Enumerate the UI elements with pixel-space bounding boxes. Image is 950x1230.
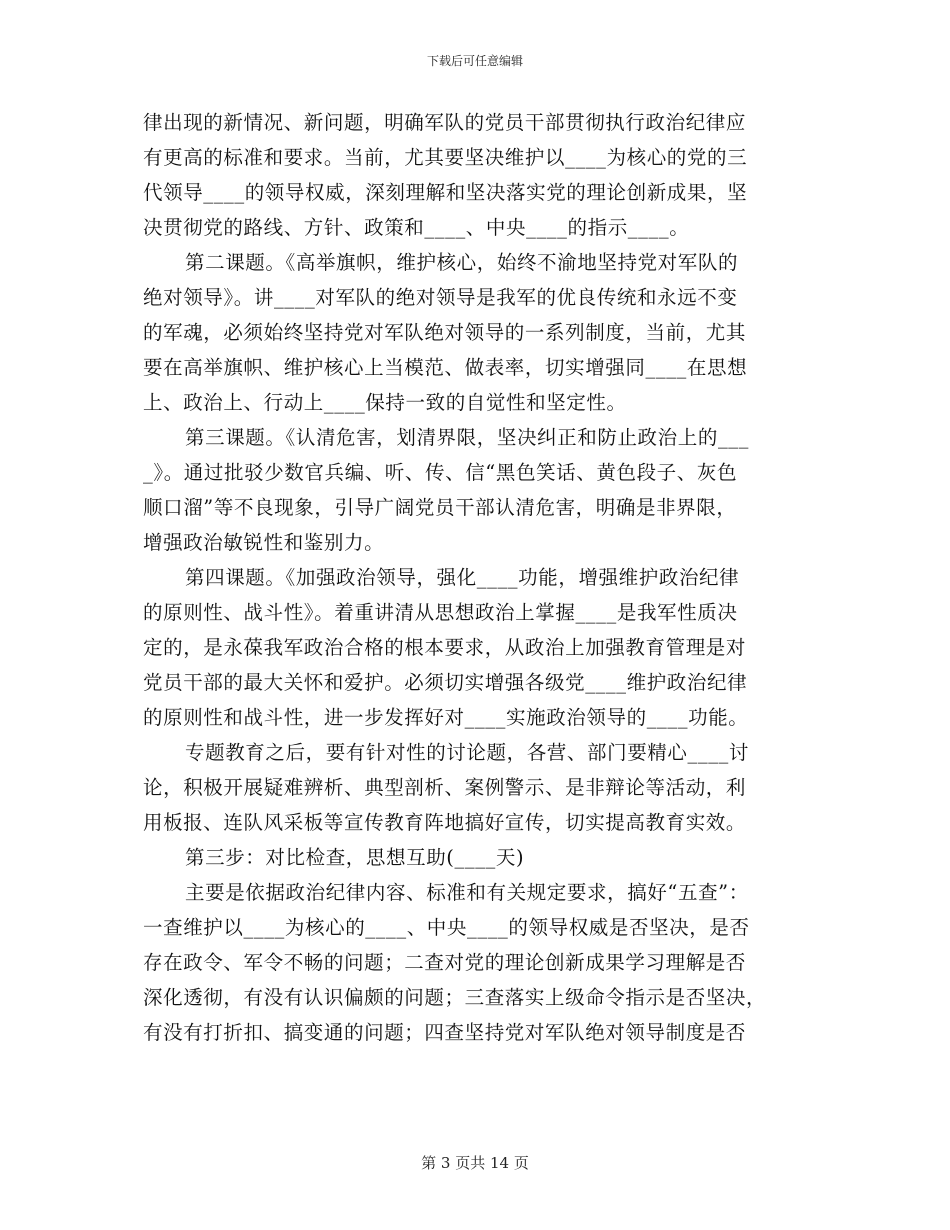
page-number: 第 3 页共 14 页 [421,1154,529,1172]
page-header [0,53,950,69]
text-line: 顺口溜”等不良现象，引导广阔党员干部认清危害，明确是非界限， [143,496,737,519]
text-line: 存在政令、军令不畅的问题；二查对党的理论创新成果学习理解是否 [143,951,747,974]
text-line: 决贯彻党的路线、方针、政策和____、中央____的指示____。 [143,216,690,239]
text-line: 专题教育之后，要有针对性的讨论题，各营、部门要精心____讨 [185,741,750,764]
download-note: 下载后可任意编辑 [426,54,523,68]
text-line: _》。通过批驳少数官兵编、听、传、信“黑色笑话、黄色段子、灰色 [143,461,738,484]
text-line: 绝对领导》。讲____对军队的绝对领导是我军的优良传统和永远不变 [143,286,738,309]
text-line: 有没有打折扣、搞变通的问题；四查坚持党对军队绝对领导制度是否 [143,1021,747,1044]
text-line: 一查维护以____为核心的____、中央____的领导权威是否坚决，是否 [143,916,750,939]
text-line: 上、政治上、行动上____保持一致的自觉性和坚定性。 [143,391,627,414]
text-line: 第二课题。《高举旗帜，维护核心，始终不渝地坚持党对军队的 [185,251,739,274]
text-line: 党员干部的最大关怀和爱护。必须切实增强各级党____维护政治纪律 [143,671,748,694]
text-line: 有更高的标准和要求。当前，尤其要坚决维护以____为核心的党的三 [143,146,748,169]
document-body [143,105,813,1050]
text-line: 律出现的新情况、新问题，明确军队的党员干部贯彻执行政治纪律应 [143,111,747,134]
text-line: 深化透彻，有没有认识偏颇的问题；三查落实上级命令指示是否坚决， [143,986,767,1009]
text-line: 第三步：对比检查，思想互助(____天) [185,846,525,869]
text-line: 代领导____的领导权威，深刻理解和坚决落实党的理论创新成果，坚 [143,181,748,204]
text-line: 的原则性、战斗性》。着重讲清从思想政治上掌握____是我军性质决 [143,601,738,624]
text-line: 第三课题。《认清危害，划清界限，坚决纠正和防止政治上的___ [185,426,750,449]
text-line: 第四课题。《加强政治领导，强化____功能，增强维护政治纪律 [185,566,740,589]
text-line: 用板报、连队风采板等宣传教育阵地搞好宣传，切实提高教育实效。 [143,811,747,834]
text-line: 主要是依据政治纪律内容、标准和有关规定要求，搞好“五查”： [185,881,749,904]
text-line: 定的，是永葆我军政治合格的根本要求，从政治上加强教育管理是对 [143,636,747,659]
text-line: 的原则性和战斗性，进一步发挥好对____实施政治领导的____功能。 [143,706,749,729]
text-line: 要在高举旗帜、维护核心上当模范、做表率，切实增强同____在思想 [143,356,748,379]
text-line: 论，积极开展疑难辨析、典型剖析、案例警示、是非辩论等活动，利 [143,776,747,799]
text-line: 的军魂，必须始终坚持党对军队绝对领导的一系列制度，当前，尤其 [143,321,747,344]
page-footer [0,1153,950,1173]
text-line: 增强政治敏锐性和鉴别力。 [143,531,385,554]
